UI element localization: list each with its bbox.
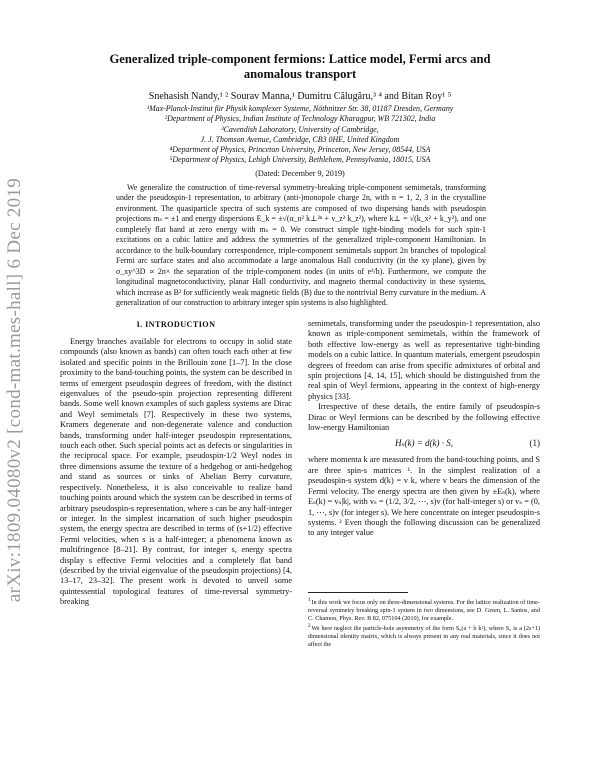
right-column xyxy=(308,319,540,539)
dated-line: (Dated: December 9, 2019) xyxy=(255,169,345,178)
arxiv-identifier-strip xyxy=(2,160,28,620)
paragraph: where momenta k are measured from the band-touching points, and S are three spin-s matrices ¹. In the simplest realization of a pseudospin-s system d(k) = v k, where v bears the dimension of the Fermi velocity. The energy spectra are then given by ±Eₛ(k), where Eₛ(k) = vₛ|k|, with vₛ = (1/2, 3/2, ⋯, s)v (for half-integer s) or vₛ = (0, 1, ⋯, s)v (for integer s). We here concentrate on integer pseudospin-s systems. ² Even though the following discussion can be generalized to any integer value xyxy=(308,455,540,538)
equation-body: Hₛ(k) = d(k) · S, xyxy=(394,438,454,449)
abstract xyxy=(116,183,486,308)
paragraph: semimetals, transforming under the pseudospin-1 representation, also known as triple-component semimetals, within the framework of both effective low-energy as well as representative tight-binding models on a cubic lattice. In quantum materials, emergent pseudospin degrees of freedom can arise from specific admixtures of orbital and spin projections [4, 14, 15], which should be distinguished from the real spin of Weyl fermions, appearing in the context of high-energy physics [33]. xyxy=(308,319,540,401)
author-list: Snehasish Nandy,¹ ² Sourav Manna,¹ Dumitru Călugăru,³ ⁴ and Bitan Roy¹ ⁵ xyxy=(148,91,452,102)
footnote-mark: 2 xyxy=(308,624,311,630)
left-column xyxy=(60,337,292,608)
equation xyxy=(308,438,540,452)
affiliation-line: ¹Max-Planck-Institut für Physik komplexer Systeme, Nöthnitzer Str. 38, 01187 Dresden, Germany xyxy=(146,104,454,113)
affiliation-line: ²Department of Physics, Indian Institute of Technology Kharagpur, WB 721302, India xyxy=(164,114,436,124)
footnote xyxy=(308,597,540,622)
affiliation-line: ⁵Department of Physics, Lehigh University, Bethlehem, Pennsylvania, 18015, USA xyxy=(169,155,431,165)
affiliations xyxy=(60,104,540,166)
equation-number: (1) xyxy=(529,438,540,449)
footnote-mark: 1 xyxy=(308,598,311,603)
paragraph: Energy branches available for electrons to occupy in solid state compounds (also known as bands) can often touch each other at few isolated and specific points in the Brillouin zone [1–7]. In the close proximity to the band-touching points, the system can be described in terms of emergent pseudospin degrees of freedom, with the distinct eigenvalues of the pseudo-spin projection representing different bands. Some well known examples of such gapless systems are Dirac and Weyl semimetals [7]. Respectively in these two systems, Kramers degenerate and non-degenerate valence and conduction bands, transforming under half-integer pseudospin representations, touch each other. Such special points act as defects or singularities in the reciprocal space. For example, pseudospin-1/2 Weyl nodes in three dimensions assume the texture of a hedgehog or anti-hedgehog and stand as sources or sinks of Abelian Berry curvature, respectively. Nonetheless, it is also conceivable to realize band touching points around which the system can be described in terms of arbitrary pseudospin-s representation, where s can be any half-integer or integer. In the simplest incarnation of such higher pseudospin system, the energy spectra are described in terms of (s+1/2) effective Fermi velocities, when s is a half-integer; a phenomena known as multifringence [8–21]. By contrast, for integer s, energy spectra display s effective Fermi velocities and a completely flat band (described by the trivial eigenvalue of the pseudospin projections) [4, 13–17, 23–32]. The present work is devoted to unveil some quintessential topological features of time-reversal symmetry-breaking xyxy=(60,337,292,607)
section-heading: I. INTRODUCTION xyxy=(136,320,216,329)
abstract-text: We generalize the construction of time-reversal symmetry-breaking triple-component semimetals, transforming under the pseudospin-1 representation, to arbitrary (anti-)monopole charge 2n, with n = 1, 2, 3 in the crystalline environment. The quasiparticle spectra of such systems are composed of two dispersing bands with pseudospin projections mₛ = ±1 and energy dispersions E_k = ±√(α_n² k⊥²ⁿ + v_z² k_z²), where k⊥ = √(k_x² + k_y²), and one completely flat band at zero energy with mₛ = 0. We construct simple tight-binding models for such spin-1 excitations on a cubic lattice and address the symmetries of the generalized triple-component Hamiltonian. In accordance to the bulk-boundary correspondence, triple-component semimetals support 2n branches of topological Fermi arc surface states and also accommodate a large anomalous Hall conductivity (in the xy plane), given by σ_xy^3D ∝ 2n× the separation of the triple-component nodes (in units of e²/h). Furthermore, we compute the longitudinal magnetoconductivity, planar Hall conductivity, and magneto thermal conductivity in these systems, which increase as B² for sufficiently weak magnetic fields (B) due to the nontrivial Berry curvature in the medium. A generalization of our construction to arbitrary integer spin systems is also highlighted. xyxy=(116,183,486,307)
arxiv-identifier: arXiv:1809.04080v2 [cond-mat.mes-hall] 6 Dec 2019 xyxy=(4,177,25,603)
footnote-text: In this work we focus only on three-dimensional systems. For the lattice realization of time-reversal symmetry breaking spin-1 system in two dimensions, see D. Green, L. Santos, and C. Chamon, Phys. Rev. B 82, 075104 (2010), for example. xyxy=(308,599,540,622)
footnote-text: We here neglect the particle-hole asymmetry of the form S₀(a + b k²), where S₀ is a (2s+1) dimensional identity matrix, which is always present in any real materials, since it does not affect the xyxy=(308,625,540,649)
affiliation-line: J. J. Thomson Avenue, Cambridge, CB3 0HE, United Kingdom xyxy=(200,134,400,144)
footnotes xyxy=(308,592,540,650)
footnote-rule xyxy=(308,592,408,593)
affiliation-line: ³Cavendish Laboratory, University of Cambridge, xyxy=(221,124,379,134)
footnote xyxy=(308,623,540,648)
affiliation-line: ⁴Department of Physics, Princeton University, Princeton, New Jersey, 08544, USA xyxy=(169,145,431,155)
paragraph: Irrespective of these details, the entire family of pseudospin-s Dirac or Weyl fermions can be described by the following effective low-energy Hamiltonian xyxy=(308,402,540,433)
paper-title: Generalized triple-component fermions: Lattice model, Fermi arcs and anomalous transport xyxy=(109,52,491,81)
